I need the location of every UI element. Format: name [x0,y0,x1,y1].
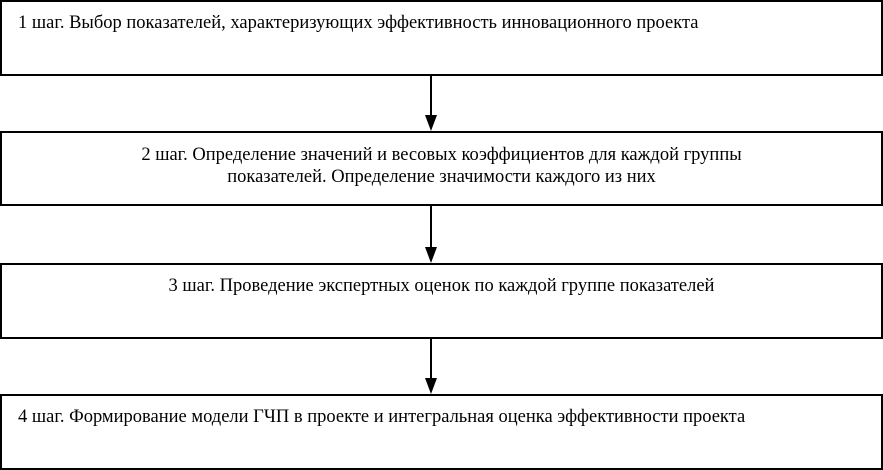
step-1-box [0,0,883,76]
step-3-box [0,263,883,339]
step-2-line-2: показателей. Определение значимости каждого из них [227,167,656,187]
step-2-text [2,144,881,188]
step-2-box [0,131,883,206]
arrow-down-icon [422,339,440,394]
step-4-box [0,394,883,470]
step-4-text: 4 шаг. Формирование модели ГЧП в проекте и интегральная оценка эффективности проекта [18,407,746,427]
step-1-text: 1 шаг. Выбор показателей, характеризующих эффективность инновационного проекта [18,13,699,33]
arrow-down-icon [422,76,440,131]
step-2-line-1: 2 шаг. Определение значений и весовых коэффициентов для каждой группы [141,145,742,165]
step-3-text: 3 шаг. Проведение экспертных оценок по каждой группе показателей [168,276,715,296]
arrow-down-icon [422,206,440,263]
